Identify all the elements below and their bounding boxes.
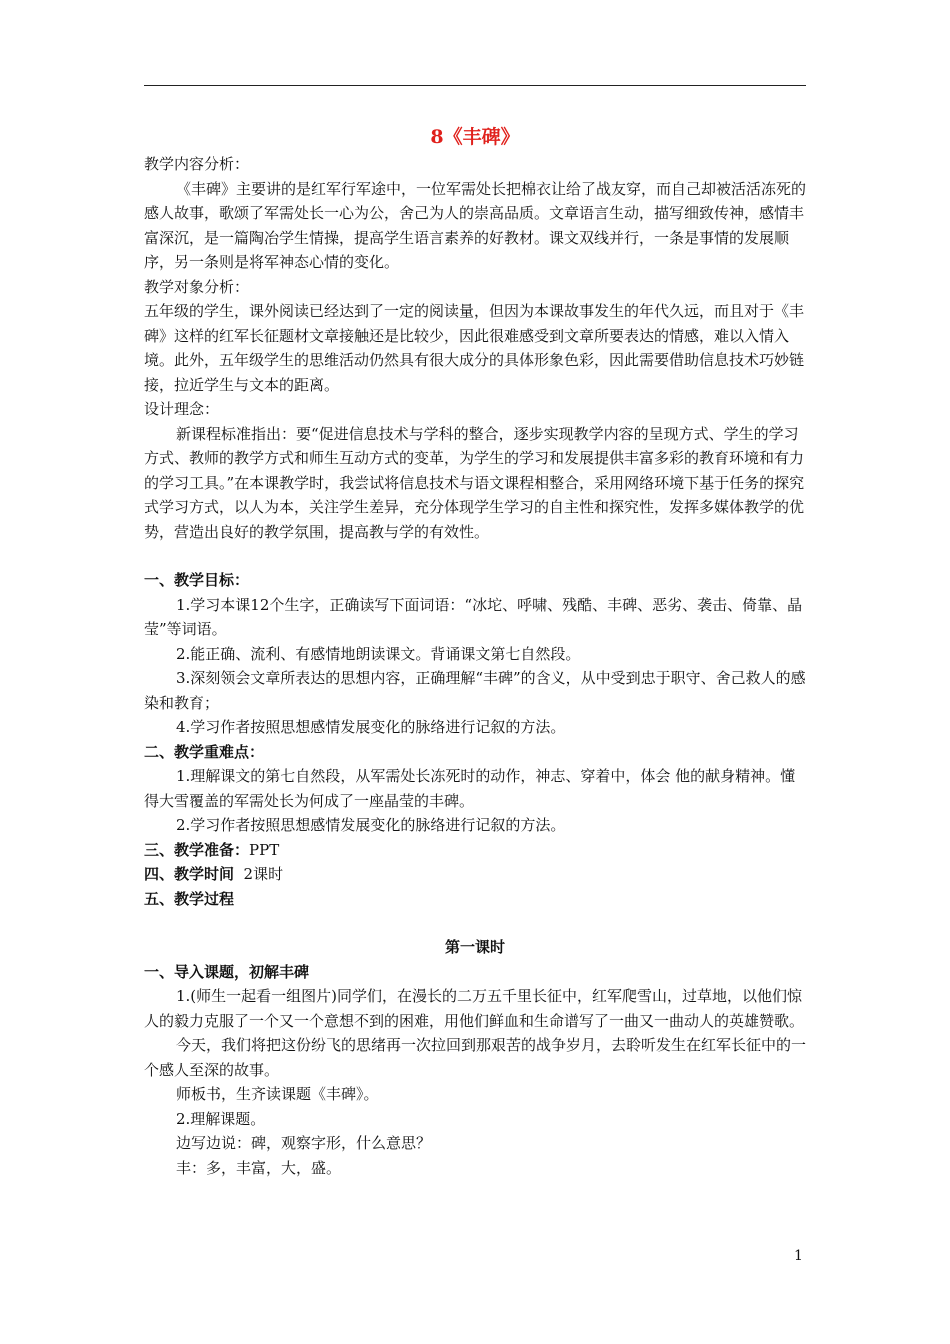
content-analysis-heading: 教学内容分析： [144, 155, 250, 173]
key-point-item: 2.学习作者按照思想感情发展变化的脉络进行记叙的方法。 [176, 816, 566, 834]
content-analysis-text: 《丰碑》主要讲的是红军行军途中，一位军需处长把棉衣让给了战友穿，而自己却被活活冻死的感人故事，歌颂了军需处长一心为公，舍己为人的崇高品质。文章语言生动，描写细致传神，感情丰富深沉，是一篇陶冶学生情操，提高学生语言素养的好教材。课文双线并行，一条是事情的发展顺序，另一条则是将军神态心情的变化。 [144, 179, 807, 271]
lesson1-heading: 第一课时 [444, 938, 505, 956]
design-heading: 设计理念： [144, 400, 220, 418]
lesson1-section-heading: 一、导入课题，初解丰碑 [144, 962, 310, 981]
preparation-value: PPT [249, 840, 280, 859]
lesson1-paragraph: 1.(师生一起看一组图片)同学们，在漫长的二万五千里长征中，红军爬雪山，过草地，以他们惊人的毅力克服了一个又一个意想不到的困难，用他们鲜血和生命谱写了一曲又一曲动人的英雄赞歌。 [144, 987, 805, 1030]
time-heading: 四、教学时间 [144, 865, 235, 883]
time-value: 2课时 [234, 865, 284, 883]
page-number: 1 [794, 1248, 803, 1264]
spacer [144, 911, 806, 935]
preparation-heading: 三、教学准备： [144, 840, 250, 859]
key-point-item: 1.理解课文的第七自然段，从军需处长冻死时的动作，神志、穿着中，体会 他的献身精神。懂得大雪覆盖的军需处长为何成了一座晶莹的丰碑。 [144, 767, 796, 810]
process-heading: 五、教学过程 [144, 889, 235, 908]
goal-item: 2.能正确、流利、有感情地朗读课文。背诵课文第七自然段。 [176, 644, 581, 663]
time-line [144, 862, 806, 887]
design-text: 新课程标准指出：要“促进信息技术与学科的整合，逐步实现教学内容的呈现方式、学生的学习方式、教师的教学方式和师生互动方式的变革，为学生的学习和发展提供丰富多彩的教育环境和有力的学习工具。”在本课教学时，我尝试将信息技术与语文课程相整合，采用网络环境下基于任务的探究式学习方式，以人为本，关注学生差异，充分体现学生学习的自主性和探究性，发挥多媒体教学的优势，营造出良好的教学氛围，提高教与学的有效性。 [144, 424, 805, 541]
preparation-line [144, 838, 806, 863]
object-analysis-text: 五年级的学生，课外阅读已经达到了一定的阅读量，但因为本课故事发生的年代久远，而且对于《丰碑》这样的红军长征题材文章接触还是比较少，因此很难感受到文章所要表达的情感，难以入情入境。此外，五年级学生的思维活动仍然具有很大成分的具体形象色彩，因此需要借助信息技术巧妙链接，拉近学生与文本的距离。 [144, 302, 805, 394]
goal-item: 1.学习本课12个生字，正确读写下面词语：“冰坨、呼啸、残酷、丰碑、恶劣、袭击、倚靠、晶莹”等词语。 [144, 595, 803, 638]
goals-heading: 一、教学目标： [144, 571, 250, 589]
header-rule [144, 85, 806, 86]
document-body [144, 124, 806, 1180]
goal-item: 4.学习作者按照思想感情发展变化的脉络进行记叙的方法。 [176, 718, 566, 736]
lesson1-paragraph: 边写边说：碑，观察字形，什么意思？ [176, 1134, 432, 1152]
document-title: 8《丰碑》 [430, 126, 520, 148]
spacer [144, 544, 806, 568]
lesson1-paragraph: 丰：多，丰富，大，盛。 [176, 1158, 342, 1177]
key-points-heading: 二、教学重难点： [144, 742, 265, 761]
object-analysis-heading: 教学对象分析： [144, 277, 250, 296]
lesson1-paragraph: 师板书，生齐读课题《丰碑》。 [176, 1085, 379, 1103]
lesson1-paragraph: 2.理解课题。 [176, 1109, 266, 1128]
goal-item: 3.深刻领会文章所表达的思想内容，正确理解“丰碑”的含义，从中受到忠于职守、舍己救人的感染和教育； [144, 669, 806, 712]
lesson1-paragraph: 今天，我们将把这份纷飞的思绪再一次拉回到那艰苦的战争岁月，去聆听发生在红军长征中的一个感人至深的故事。 [144, 1036, 807, 1079]
